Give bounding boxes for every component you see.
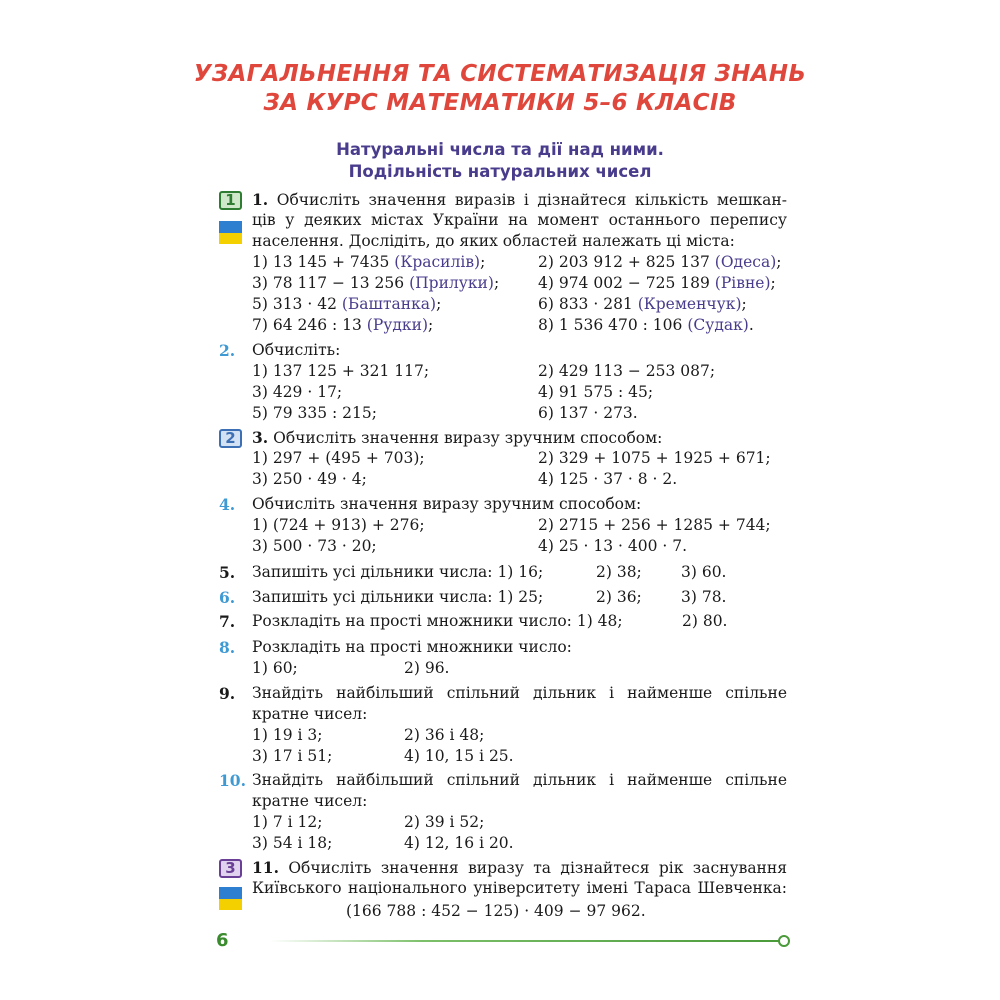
list-item: 3) 429 · 17; (252, 383, 343, 401)
level-2-badge: 2 (219, 429, 242, 448)
list-item: 2) 36; (596, 588, 642, 606)
exercise-text: Знайдіть найбільший спільний дільник і найменше спільне (252, 684, 787, 702)
exercise-number: 11. (252, 858, 279, 877)
exercise-text: Запишіть усі дільники числа: 1) 25; (252, 588, 544, 606)
list-item: 2) 80. (682, 612, 728, 630)
exercise-number: 7. (219, 612, 236, 631)
exercise-number: 6. (219, 588, 236, 607)
subtitle-line-2: Подільність натуральних чисел (348, 162, 652, 181)
list-item: 3) 60. (681, 563, 727, 581)
list-item: 3) 500 · 73 · 20; (252, 537, 377, 555)
footer-divider (270, 940, 780, 942)
exercise-text: Обчисліть значення виразів і дізнайтеся кількість мешкан- (276, 191, 787, 209)
exercise-text: кратне чисел: (252, 792, 368, 810)
list-item: 4) 125 · 37 · 8 · 2. (538, 470, 678, 488)
list-item: 4) 10, 15 і 25. (404, 747, 514, 765)
list-item: 2) 39 і 52; (404, 813, 485, 831)
list-item: 6) 137 · 273. (538, 404, 638, 422)
exercise-text: Обчисліть значення виразу зручним способом: (252, 495, 642, 513)
title-line-1: УЗАГАЛЬНЕННЯ ТА СИСТЕМАТИЗАЦІЯ ЗНАНЬ (193, 61, 807, 87)
exercise-number: 2. (219, 341, 236, 360)
list-item: 2) 203 912 + 825 137 (Одеса); (538, 253, 782, 271)
list-item: 4) 25 · 13 · 400 · 7. (538, 537, 687, 555)
list-item: 2) 36 і 48; (404, 726, 485, 744)
list-item: 6) 833 · 281 (Кременчук); (538, 295, 747, 313)
list-item: 1) 19 і 3; (252, 726, 323, 744)
exercise-number: 5. (219, 563, 236, 582)
page-number: 6 (216, 930, 229, 951)
exercise-text: Обчисліть значення виразу зручним способом: (273, 429, 663, 447)
title-line-2: ЗА КУРС МАТЕМАТИКИ 5–6 КЛАСІВ (263, 90, 737, 116)
exercise-text: Запишіть усі дільники числа: 1) 16; (252, 563, 544, 581)
list-item: 5) 313 · 42 (Баштанка); (252, 295, 442, 313)
exercise-number: 10. (219, 771, 246, 790)
list-item: 7) 64 246 : 13 (Рудки); (252, 316, 434, 334)
list-item: 3) 78 117 − 13 256 (Прилуки); (252, 274, 500, 292)
exercise-text: Розкладіть на прості множники число: (252, 638, 572, 656)
list-item: 1) 297 + (495 + 703); (252, 449, 425, 467)
ukraine-flag-icon (219, 887, 242, 910)
list-item: 3) 54 і 18; (252, 834, 333, 852)
level-3-badge: 3 (219, 859, 242, 878)
level-1-badge: 1 (219, 191, 242, 210)
expression: (166 788 : 452 − 125) · 409 − 97 962. (346, 902, 646, 920)
list-item: 3) 17 і 51; (252, 747, 333, 765)
exercise-text: Київського національного університету імені Тараса Шевченка: (252, 879, 787, 897)
exercise-text: ців у деяких містах України на момент останнього перепису (252, 211, 787, 229)
list-item: 5) 79 335 : 215; (252, 404, 377, 422)
exercise-number: 4. (219, 495, 236, 514)
list-item: 1) (724 + 913) + 276; (252, 516, 425, 534)
ukraine-flag-icon (219, 221, 242, 244)
list-item: 1) 137 125 + 321 117; (252, 362, 430, 380)
exercise-text: Розкладіть на прості множники число: 1) 48; (252, 612, 623, 630)
list-item: 2) 38; (596, 563, 642, 581)
section-subtitle (0, 139, 1000, 183)
list-item: 2) 2715 + 256 + 1285 + 744; (538, 516, 771, 534)
exercise-number: 3. (252, 428, 269, 447)
list-item: 2) 96. (404, 659, 450, 677)
subtitle-line-1: Натуральні числа та дії над ними. (336, 140, 664, 159)
list-item: 3) 78. (681, 588, 727, 606)
exercise-number: 1. (252, 190, 269, 209)
exercise-text: Знайдіть найбільший спільний дільник і найменше спільне (252, 771, 787, 789)
list-item: 4) 91 575 : 45; (538, 383, 654, 401)
list-item: 4) 974 002 − 725 189 (Рівне); (538, 274, 776, 292)
list-item: 2) 429 113 − 253 087; (538, 362, 716, 380)
page-title (0, 60, 1000, 118)
list-item: 1) 7 і 12; (252, 813, 323, 831)
list-item: 1) 13 145 + 7435 (Красилів); (252, 253, 486, 271)
list-item: 1) 60; (252, 659, 298, 677)
exercise-text: населення. Дослідіть, до яких областей належать ці міста: (252, 232, 735, 250)
list-item: 8) 1 536 470 : 106 (Судак). (538, 316, 754, 334)
exercise-number: 8. (219, 638, 236, 657)
exercise-number: 9. (219, 684, 236, 703)
exercise-text: кратне чисел: (252, 705, 368, 723)
exercise-text: Обчисліть: (252, 341, 341, 359)
exercise-text: Обчисліть значення виразу та дізнайтеся рік заснування (288, 859, 787, 877)
list-item: 4) 12, 16 і 20. (404, 834, 514, 852)
footer-circle-icon (778, 935, 790, 947)
list-item: 2) 329 + 1075 + 1925 + 671; (538, 449, 771, 467)
list-item: 3) 250 · 49 · 4; (252, 470, 367, 488)
